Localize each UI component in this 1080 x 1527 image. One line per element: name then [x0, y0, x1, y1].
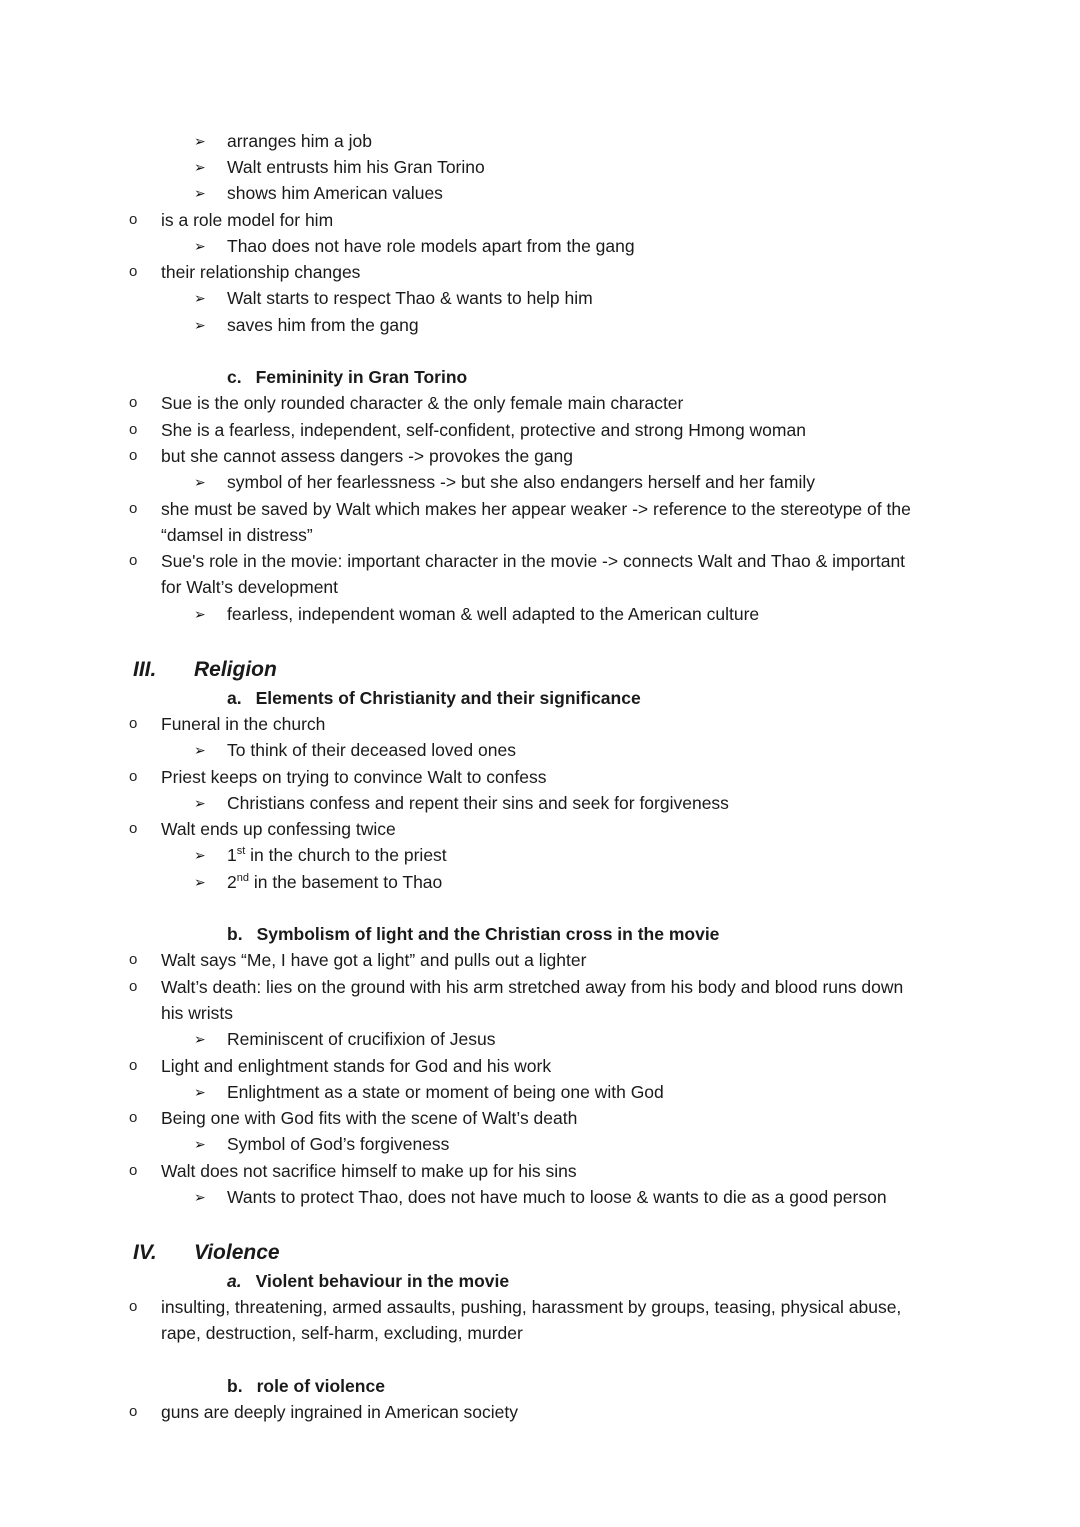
circle-bullet-icon: o — [129, 820, 138, 837]
subsection-title: Femininity in Gran Torino — [255, 367, 468, 387]
list-item: Wants to protect Thao, does not have much to loose & wants to die as a good person — [227, 1187, 887, 1207]
subsection-heading-violent-behaviour — [227, 1268, 509, 1294]
list-item: To think of their deceased loved ones — [227, 740, 516, 760]
arrow-bullet-icon: ➢ — [194, 1084, 206, 1100]
circle-bullet-icon: o — [129, 1298, 138, 1315]
list-item: Walt’s death: lies on the ground with his arm stretched away from his body and blood runs down — [161, 977, 904, 997]
circle-bullet-icon: o — [129, 951, 138, 968]
list-item: Sue's role in the movie: important character in the movie -> connects Walt and Thao & important — [161, 551, 906, 571]
arrow-bullet-icon: ➢ — [194, 159, 206, 175]
arrow-bullet-icon: ➢ — [194, 1136, 206, 1152]
list-item: is a role model for him — [161, 210, 334, 230]
arrow-bullet-icon: ➢ — [194, 742, 206, 758]
subsection-heading-symbolism — [227, 921, 719, 947]
list-item-continuation: for Walt’s development — [161, 577, 339, 597]
subsection-letter: a. — [227, 1271, 242, 1291]
circle-bullet-icon: o — [129, 1057, 138, 1074]
subsection-heading-femininity — [227, 364, 467, 390]
arrow-bullet-icon: ➢ — [194, 1189, 206, 1205]
list-item: guns are deeply ingrained in American society — [161, 1402, 519, 1422]
list-item-continuation: “damsel in distress” — [161, 525, 313, 545]
circle-bullet-icon: o — [129, 211, 138, 228]
subsection-letter: b. — [227, 924, 243, 944]
ordinal-number: 1 — [227, 845, 237, 865]
list-item: Thao does not have role models apart from the gang — [227, 236, 635, 256]
list-item: symbol of her fearlessness -> but she also endangers herself and her family — [227, 472, 816, 492]
section-title-religion: Religion — [194, 658, 277, 681]
list-item: Walt ends up confessing twice — [161, 819, 396, 839]
list-item: Symbol of God’s forgiveness — [227, 1134, 450, 1154]
circle-bullet-icon: o — [129, 1162, 138, 1179]
list-item: shows him American values — [227, 183, 443, 203]
list-item: but she cannot assess dangers -> provokes the gang — [161, 446, 574, 466]
list-item: Walt does not sacrifice himself to make up for his sins — [161, 1161, 577, 1181]
arrow-bullet-icon: ➢ — [194, 795, 206, 811]
circle-bullet-icon: o — [129, 978, 138, 995]
list-item: their relationship changes — [161, 262, 361, 282]
list-item: insulting, threatening, armed assaults, pushing, harassment by groups, teasing, physical abuse, — [161, 1297, 902, 1317]
list-item: Walt says “Me, I have got a light” and pulls out a lighter — [161, 950, 587, 970]
list-item — [227, 869, 442, 895]
list-item: Enlightment as a state or moment of being one with God — [227, 1082, 664, 1102]
ordinal-number: 2 — [227, 872, 237, 892]
list-item — [227, 842, 447, 868]
section-numeral: IV. — [133, 1241, 157, 1264]
list-item: Walt entrusts him his Gran Torino — [227, 157, 485, 177]
circle-bullet-icon: o — [129, 500, 138, 517]
list-item-text: in the church to the priest — [245, 845, 447, 865]
circle-bullet-icon: o — [129, 768, 138, 785]
list-item-text: in the basement to Thao — [248, 872, 443, 892]
arrow-bullet-icon: ➢ — [194, 133, 206, 149]
subsection-letter: b. — [227, 1376, 243, 1396]
arrow-bullet-icon: ➢ — [194, 874, 206, 890]
list-item: Reminiscent of crucifixion of Jesus — [227, 1029, 496, 1049]
circle-bullet-icon: o — [129, 421, 138, 438]
subsection-title: Elements of Christianity and their significance — [255, 688, 641, 708]
arrow-bullet-icon: ➢ — [194, 474, 206, 490]
ordinal-suffix: nd — [236, 872, 249, 885]
circle-bullet-icon: o — [129, 715, 138, 732]
subsection-heading-role-of-violence — [227, 1373, 385, 1399]
list-item: saves him from the gang — [227, 315, 419, 335]
list-item-continuation: his wrists — [161, 1003, 233, 1023]
list-item: Light and enlightment stands for God and his work — [161, 1056, 552, 1076]
subsection-title: role of violence — [256, 1376, 385, 1396]
list-item: Walt starts to respect Thao & wants to help him — [227, 288, 593, 308]
section-title-violence: Violence — [194, 1241, 280, 1264]
list-item: arranges him a job — [227, 131, 372, 151]
circle-bullet-icon: o — [129, 1109, 138, 1126]
subsection-heading-christianity — [227, 685, 641, 711]
arrow-bullet-icon: ➢ — [194, 238, 206, 254]
arrow-bullet-icon: ➢ — [194, 185, 206, 201]
subsection-title: Symbolism of light and the Christian cross in the movie — [256, 924, 720, 944]
arrow-bullet-icon: ➢ — [194, 847, 206, 863]
subsection-title: Violent behaviour in the movie — [255, 1271, 510, 1291]
arrow-bullet-icon: ➢ — [194, 606, 206, 622]
subsection-letter: c. — [227, 367, 242, 387]
list-item: Being one with God fits with the scene of Walt’s death — [161, 1108, 578, 1128]
circle-bullet-icon: o — [129, 394, 138, 411]
list-item: Christians confess and repent their sins and seek for forgiveness — [227, 793, 729, 813]
list-item: Funeral in the church — [161, 714, 326, 734]
circle-bullet-icon: o — [129, 1403, 138, 1420]
arrow-bullet-icon: ➢ — [194, 290, 206, 306]
list-item: Priest keeps on trying to convince Walt to confess — [161, 767, 547, 787]
list-item-continuation: rape, destruction, self-harm, excluding, murder — [161, 1323, 523, 1343]
ordinal-suffix: st — [236, 845, 246, 858]
circle-bullet-icon: o — [129, 447, 138, 464]
circle-bullet-icon: o — [129, 552, 138, 569]
list-item: Sue is the only rounded character & the only female main character — [161, 393, 684, 413]
circle-bullet-icon: o — [129, 263, 138, 280]
list-item: she must be saved by Walt which makes her appear weaker -> reference to the stereotype of the — [161, 499, 911, 519]
arrow-bullet-icon: ➢ — [194, 317, 206, 333]
subsection-letter: a. — [227, 688, 242, 708]
list-item: She is a fearless, independent, self-confident, protective and strong Hmong woman — [161, 420, 806, 440]
arrow-bullet-icon: ➢ — [194, 1031, 206, 1047]
list-item: fearless, independent woman & well adapted to the American culture — [227, 604, 760, 624]
section-numeral: III. — [133, 658, 157, 681]
